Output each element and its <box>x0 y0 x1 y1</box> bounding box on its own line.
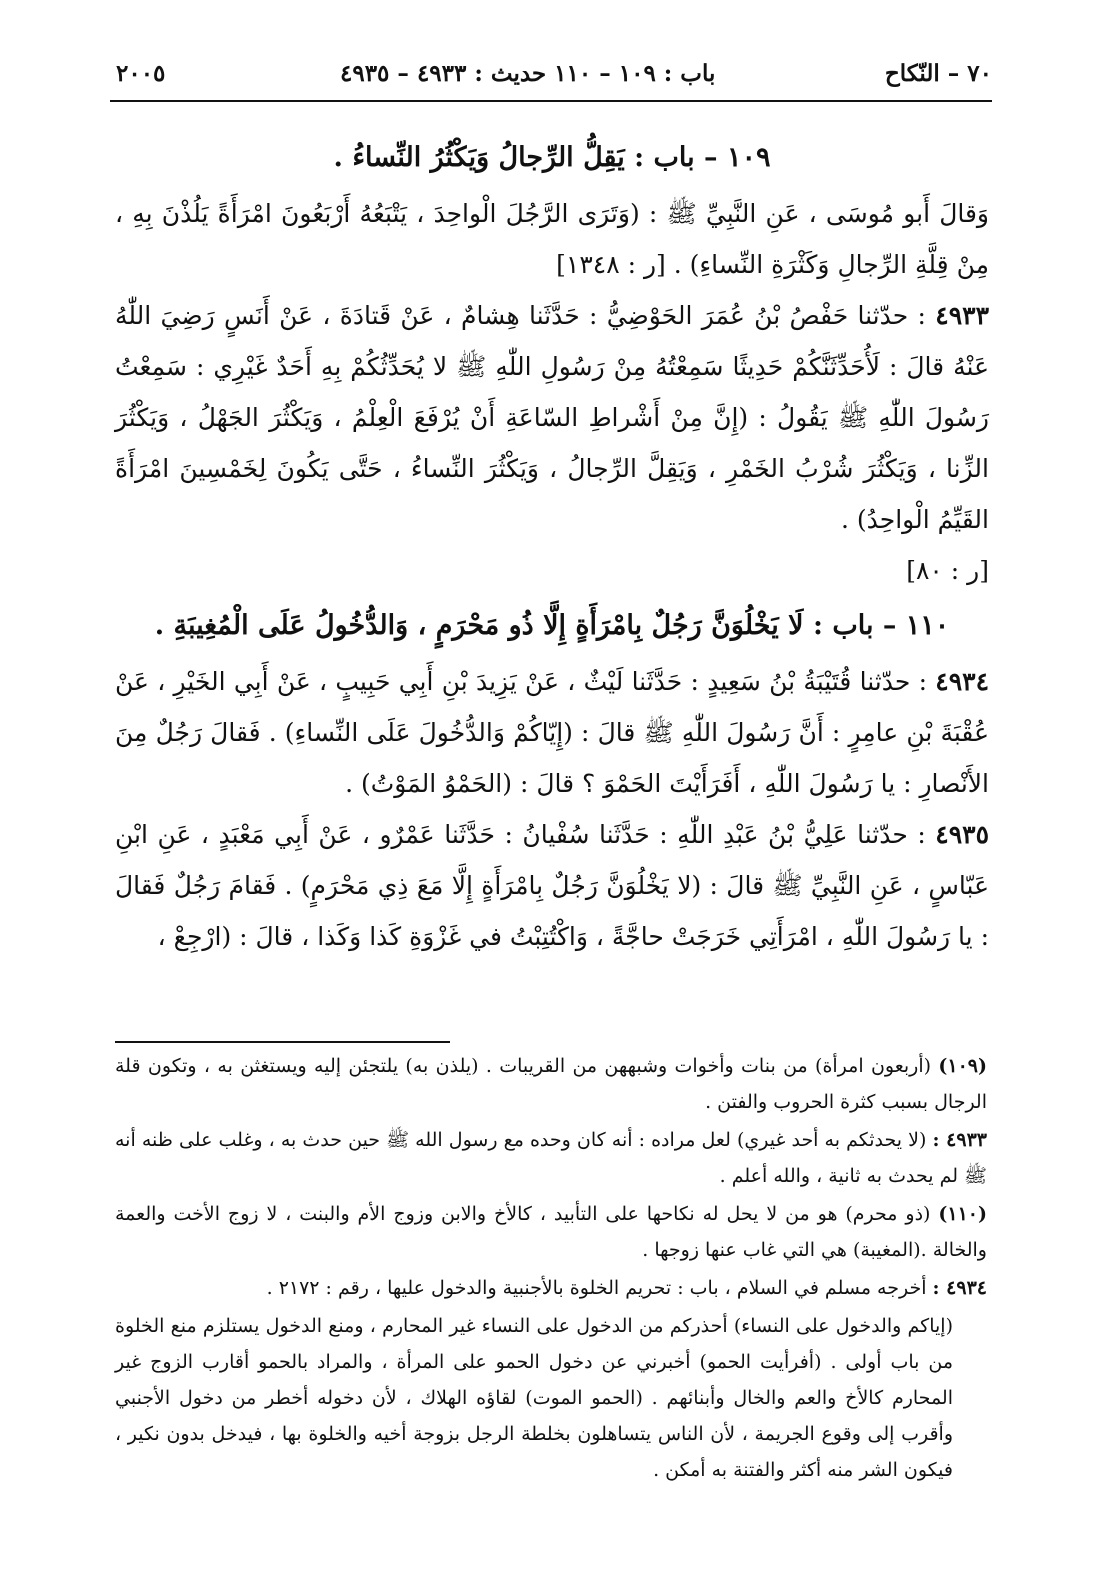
footnote-109 <box>115 1048 987 1120</box>
hadith-4933 <box>115 290 989 545</box>
hadith-number: ٤٩٣٥ <box>935 820 990 849</box>
footnote-4934-commentary: (إياكم والدخول على النساء) أحذركم من الدخول على النساء غير المحارم ، ومنع الدخول يستلزم منع الخلوة من باب أولى . (أفرأيت الحمو) أخبرني عن دخول الحمو على المرأة ، والمراد بالحمو أقارب الزوج غير المحارم كالأخ والعم والخال وأبنائهم . (الحمو الموت) لقاؤه الهلاك ، لأن دخوله أخطر من دخول الأجنبي وأقرب إلى وقوع الجريمة ، لأن الناس يتساهلون بخلطة الرجل بزوجة أخيه والخلوة بها ، فيدخل بدون نكير ، فيكون الشر منه أكثر والفتنة به أمكن . <box>115 1315 953 1481</box>
hadith-text: : حدّثنا عَلِيُّ بْنُ عَبْدِ اللّٰهِ : حَدَّثَنا سُفْيانُ : حَدَّثَنا عَمْرٌو ، عَنْ أَبِي مَعْبَدٍ ، عَنِ ابْنِ عَبّاسٍ ، عَنِ النَّبِيِّ ﷺ قالَ : (لا يَخْلُوَنَّ رَجُلٌ بِامْرَأَةٍ إِلَّا مَعَ ذِي مَحْرَمٍ) . فَقامَ رَجُلٌ فَقالَ : يا رَسُولَ اللّٰهِ ، امْرَأَتِي خَرَجَتْ حاجَّةً ، وَاكْتُتِبْتُ في غَزْوَةِ كَذا وَكَذا ، قالَ : (ارْجِعْ ، <box>115 820 989 951</box>
hadith-4935 <box>115 809 989 962</box>
footnote-number: (١٠٩) <box>938 1055 987 1077</box>
chapter-title: ٧٠ – النّكاح <box>884 60 992 87</box>
hadith-text: : حدّثنا قُتَيْبَةُ بْنُ سَعِيدٍ : حَدَّثَنا لَيْثٌ ، عَنْ يَزِيدَ بْنِ أَبِي حَبِيبٍ ، عَنْ أَبِي الخَيْرِ ، عَنْ عُقْبَةَ بْنِ عامِرٍ : أَنَّ رَسُولَ اللّٰهِ ﷺ قالَ : (إِيّاكُمْ وَالدُّخُولَ عَلَى النِّساءِ) . فَقالَ رَجُلٌ مِنَ الأَنْصارِ : يا رَسُولَ اللّٰهِ ، أَفَرَأَيْتَ الحَمْوَ ؟ قالَ : (الحَمْوُ المَوْتُ) . <box>115 667 989 798</box>
footnotes <box>115 1048 987 1490</box>
footnote-number: ٤٩٣٣ : <box>932 1129 987 1151</box>
hadith-text: : حدّثنا حَفْصُ بْنُ عُمَرَ الحَوْضِيُّ : حَدَّثَنا هِشامٌ ، عَنْ قَتادَةَ ، عَنْ أَنَسٍ رَضِيَ اللّٰهُ عَنْهُ قالَ : لَأُحَدِّثَنَّكُمْ حَدِيثًا سَمِعْتُهُ مِنْ رَسُولِ اللّٰهِ ﷺ لا يُحَدِّثُكُمْ بِهِ أَحَدٌ غَيْرِي : سَمِعْتُ رَسُولَ اللّٰهِ ﷺ يَقُولُ : (إِنَّ مِنْ أَشْراطِ السّاعَةِ أَنْ يُرْفَعَ الْعِلْمُ ، وَيَكْثُرَ الجَهْلُ ، وَيَكْثُرَ الزِّنا ، وَيَكْثُرَ شُرْبُ الخَمْرِ ، وَيَقِلَّ الرِّجالُ ، وَيَكْثُرَ النِّساءُ ، حَتَّى يَكُونَ لِخَمْسِينَ امْرَأَةً القَيِّمُ الْواحِدُ) . <box>115 301 989 534</box>
cross-reference: [ر : ٨٠] <box>906 556 989 585</box>
footnote-rule <box>115 1041 450 1043</box>
bab-109-text: وَقالَ أَبو مُوسَى ، عَنِ النَّبِيِّ ﷺ : (وَتَرَى الرَّجُلَ الْواحِدَ ، يَتْبَعُهُ أَرْبَعُونَ امْرَأَةً يَلُذْنَ بِهِ ، مِنْ قِلَّةِ الرِّجالِ وَكَثْرَةِ النِّساءِ) . [ر : ١٣٤٨] <box>115 199 989 279</box>
bab-109-title: ١٠٩ – باب : يَقِلُّ الرِّجالُ وَيَكْثُرُ النِّساءُ . <box>333 142 771 173</box>
hadith-4933-ref <box>115 545 989 596</box>
footnote-text: (ذو محرم) هو من لا يحل له نكاحها على التأبيد ، كالأخ والابن وزوج الأم والبنت ، لا زوج الأخت والعمة والخالة .(المغيبة) هي التي غاب عنها زوجها . <box>115 1203 987 1261</box>
footnote-text: أخرجه مسلم في السلام ، باب : تحريم الخلوة بالأجنبية والدخول عليها ، رقم : ٢١٧٢ . <box>266 1277 927 1299</box>
bab-110-title: ١١٠ – باب : لَا يَخْلُوَنَّ رَجُلٌ بِامْرَأَةٍ إِلَّا ذُو مَحْرَمٍ ، وَالدُّخُولُ عَلَى الْمُغِيبَةِ . <box>154 610 950 641</box>
running-header <box>110 56 992 100</box>
page-number: ٢٠٠٥ <box>116 60 166 87</box>
footnote-number: (١١٠) <box>938 1203 987 1225</box>
footnote-110 <box>115 1196 987 1268</box>
header-rule <box>110 100 992 102</box>
chapter-reference: باب : ١٠٩ – ١١٠ حديث : ٤٩٣٣ – ٤٩٣٥ <box>340 60 716 87</box>
footnote-text: (لا يحدثكم به أحد غيري) لعل مراده : أنه كان وحده مع رسول الله ﷺ حين حدث به ، وغلب على ظنه أنه ﷺ لم يحدث به ثانية ، والله أعلم . <box>115 1129 987 1187</box>
main-text <box>115 128 989 962</box>
hadith-4934 <box>115 656 989 809</box>
footnote-4934 <box>115 1270 987 1306</box>
footnote-number: ٤٩٣٤ : <box>932 1277 987 1299</box>
hadith-number: ٤٩٣٣ <box>935 301 990 330</box>
hadith-number: ٤٩٣٤ <box>935 667 989 696</box>
footnote-4933 <box>115 1122 987 1194</box>
footnote-text: (أربعون امرأة) من بنات وأخوات وشبههن من القريبات . (يلذن به) يلتجئن إليه ويستغثن به ، وتكون قلة الرجال بسبب كثرة الحروب والفتن . <box>115 1055 987 1113</box>
